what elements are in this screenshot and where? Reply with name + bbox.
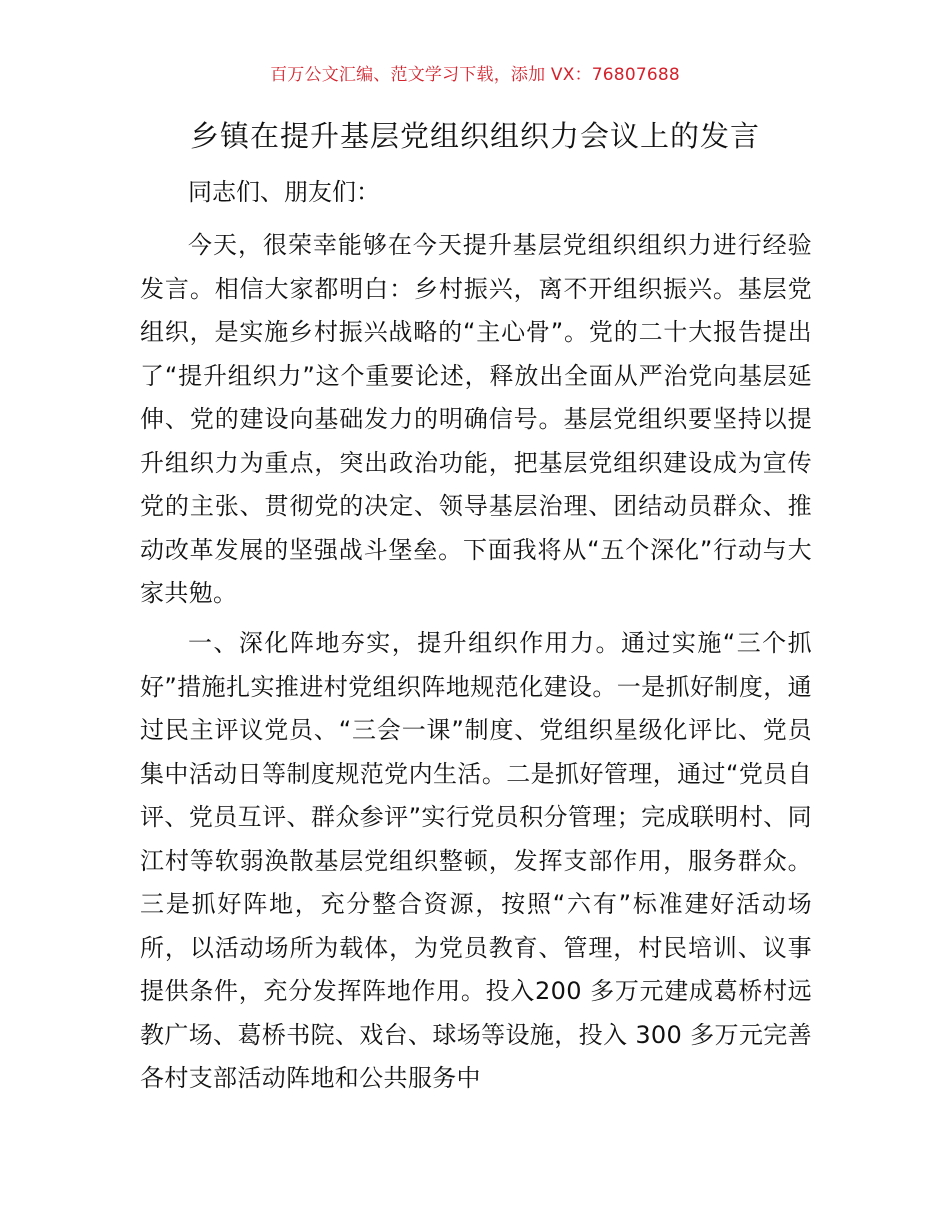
- paragraph-text: 今天，很荣幸能够在今天提升基层党组织组织力进行经验发言。相信大家都明白：乡村振兴，离不开组织振兴。基层党组织，是实施乡村振兴战略的“主心骨”。党的二十大报告提出了“提升组织力”这个重要论述，释放出全面从严治党向基层延伸、党的建设向基础发力的明确信号。基层党组织要坚持以提升组织力为重点，突出政治功能，把基层党组织建设成为宣传党的主张、贯彻党的决定、领导基层治理、团结动员群众、推动改革发展的坚强战斗堡垒。下面我将从“五个深化”行动与大家共勉。: [140, 231, 812, 607]
- paragraph-text: 一、深化阵地夯实，提升组织作用力。通过实施“三个抓好”措施扎实推进村党组织阵地规范化建设。一是抓好制度，通过民主评议党员、“三会一课”制度、党组织星级化评比、党员集中活动日等制度规范党内生活。二是抓好管理，通过“党员自评、党员互评、群众参评”实行党员积分管理；完成联明村、同江村等软弱涣散基层党组织整顿，发挥支部作用，服务群众。三是抓好阵地，充分整合资源，按照“六有”标准建好活动场所，以活动场所为载体，为党员教育、管理，村民培训、议事提供条件，充分发挥阵地作用。投入200 多万元建成葛桥村远教广场、葛桥书院、戏台、球场等设施，投入 300 多万元完善各村支部活动阵地和公共服务中: [140, 629, 812, 1092]
- paragraph-section-one: [140, 622, 812, 1101]
- document-title: 乡镇在提升基层党组织组织力会议上的发言: [189, 119, 760, 153]
- watermark-header: 百万公文汇编、范文学习下载，添加 VX：76807688: [270, 65, 680, 85]
- greeting: 同志们、朋友们：: [188, 178, 380, 206]
- paragraph-intro: [140, 224, 812, 616]
